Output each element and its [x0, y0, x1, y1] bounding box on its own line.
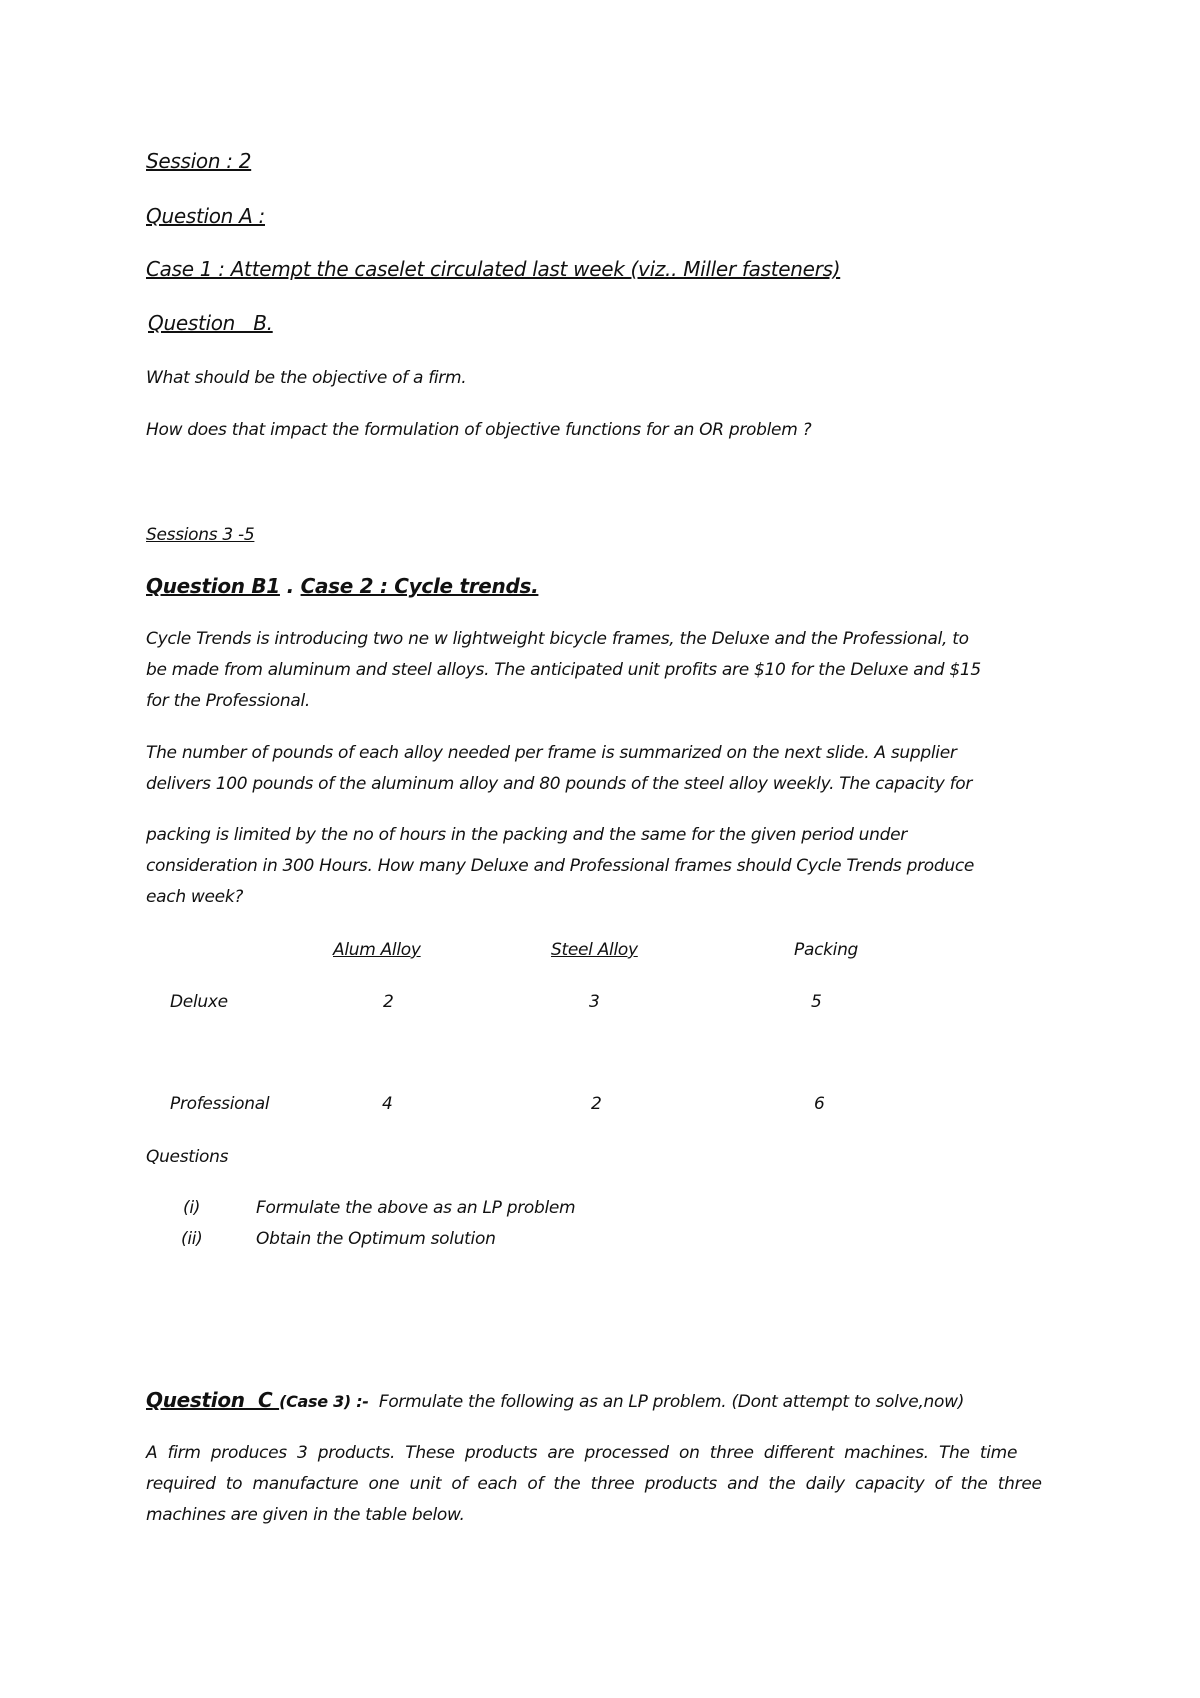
question-c-instruction: Formulate the following as an LP problem. (Dont attempt to solve,now) [368, 1392, 965, 1412]
question-c-heading: Question C [146, 1388, 280, 1412]
para1-line3: for the Professional. [146, 691, 311, 711]
question-b1-line [146, 571, 538, 602]
table-cell: 6 [814, 1094, 825, 1114]
question-c-para-line2: required to manufacture one unit of each of the three products and the daily capacity of the three [146, 1474, 1042, 1494]
case-3-label: (Case 3) :- [279, 1392, 369, 1411]
table-header-steel: Steel Alloy [551, 940, 638, 960]
question-text: Obtain the Optimum solution [256, 1229, 496, 1249]
table-header-packing: Packing [794, 940, 859, 960]
table-cell: 2 [591, 1094, 602, 1114]
question-c-para-line3: machines are given in the table below. [146, 1505, 465, 1525]
question-b1-label: Question B1 [146, 574, 280, 598]
para2-line2: delivers 100 pounds of the aluminum alloy and 80 pounds of the steel alloy weekly. The capacity for [146, 774, 973, 794]
question-num: (i) [183, 1198, 201, 1218]
para3-line2: consideration in 300 Hours. How many Deluxe and Professional frames should Cycle Trends produce [146, 856, 975, 876]
table-row-professional-label: Professional [170, 1094, 270, 1114]
question-b-heading: Question B. [148, 311, 273, 335]
question-c-line [146, 1385, 964, 1418]
table-cell: 5 [811, 992, 822, 1012]
question-num: (ii) [181, 1229, 203, 1249]
table-header-alum: Alum Alloy [333, 940, 421, 960]
table-cell: 4 [382, 1094, 393, 1114]
para3-line1: packing is limited by the no of hours in the packing and the same for the given period under [146, 825, 907, 845]
table-cell: 2 [383, 992, 394, 1012]
question-text: Formulate the above as an LP problem [256, 1198, 576, 1218]
para3-line3: each week? [146, 887, 244, 907]
questions-label: Questions [146, 1147, 229, 1167]
question-c-para-line1: A firm produces 3 products. These products are processed on three different machines. The time [146, 1443, 1018, 1463]
case-2-label: Case 2 : Cycle trends. [300, 574, 539, 598]
objective-question: What should be the objective of a firm. [146, 368, 467, 388]
para1-line1: Cycle Trends is introducing two ne w lightweight bicycle frames, the Deluxe and the Professional, to [146, 629, 969, 649]
sessions-3-5-heading: Sessions 3 -5 [146, 525, 255, 545]
question-a-heading: Question A : [146, 204, 265, 228]
case-1-text: Case 1 : Attempt the caselet circulated last week (viz.. Miller fasteners) [146, 257, 841, 281]
para1-line2: be made from aluminum and steel alloys. The anticipated unit profits are $10 for the Deluxe and $15 [146, 660, 981, 680]
separator: . [279, 574, 301, 598]
session-2-heading: Session : 2 [146, 149, 252, 173]
impact-question: How does that impact the formulation of objective functions for an OR problem ? [146, 420, 812, 440]
table-cell: 3 [589, 992, 600, 1012]
table-row-deluxe-label: Deluxe [170, 992, 228, 1012]
para2-line1: The number of pounds of each alloy needed per frame is summarized on the next slide. A supplier [146, 743, 957, 763]
